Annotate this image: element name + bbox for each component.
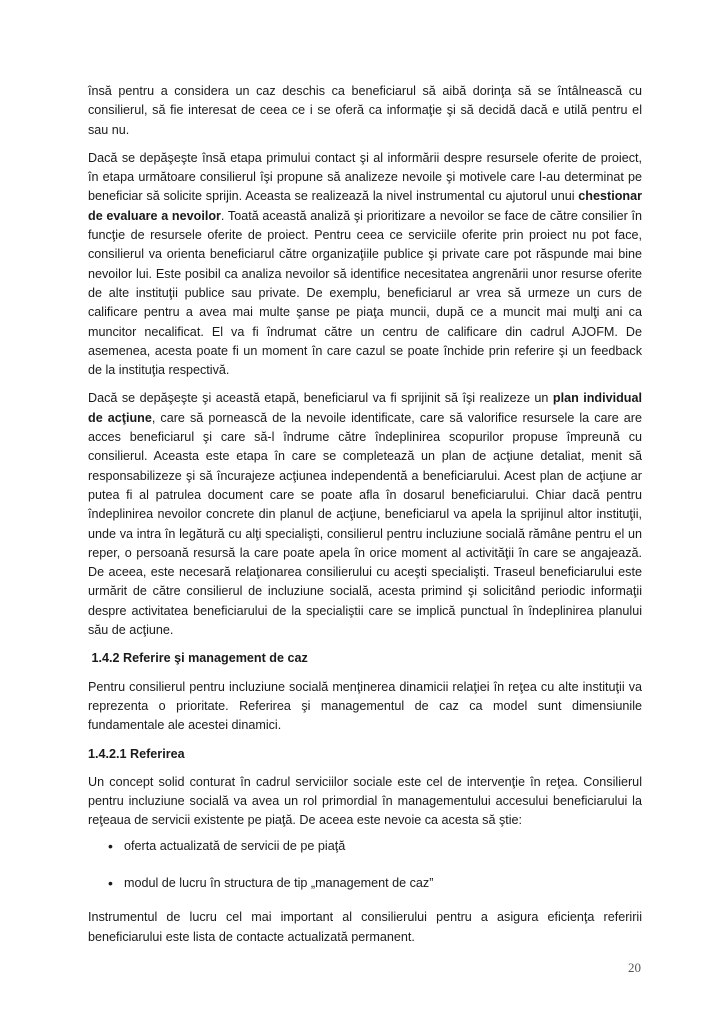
paragraph-intro: însă pentru a considera un caz deschis ca beneficiarul să aibă dorinţa să se întâlnească cu consilierul, să fie interesat de ceea ce i se oferă ca informaţie şi să decidă dacă e utilă pentru el sau nu. [88, 84, 642, 137]
paragraph-text: , care să pornească de la nevoile identificate, care să valorifice resursele la care are acces beneficiarul şi care să-l îndrume către îndeplinirea scopurilor propuse împreună cu consilierul. Aceasta este etapa în care se completează un plan de acţiune detaliat, menit să responsabilizeze şi să încurajeze acţiunea independentă a beneficiarului. Acest plan de acţiune ar putea fi al patrulea document care se poate afla în dosarul beneficiarului. Chiar dacă pentru îndeplinirea nevoilor concrete din planul de acţiune, beneficiarul va apela la sprijinul altor instituţii, unde va intra în legătură cu alţi specialişti, consilierul pentru incluziune socială rămâne pentru el un reper, o persoană resursă la care poate apela în orice moment al activităţii în care se angajează. De aceea, este necesară relaţionarea consilierului cu aceşti specialişti. Traseul beneficiarului este urmărit de către consilierul de incluziune socială, acesta primind şi solicitând periodic informaţii despre activitatea beneficiarului de la specialiştii care se implică punctual în îndeplinirea planului său de acţiune. [88, 410, 643, 638]
paragraph-contacts: Instrumentul de lucru cel mai important al consilierului pentru a asigura eficienţa referirii beneficiarului este lista de contacte actualizată permanent. [88, 910, 642, 944]
list-item: • modul de lucru în structura de tip „management de caz” [88, 874, 642, 893]
bullet-list [88, 837, 642, 894]
bold-term: plan individual de acţiune [88, 391, 642, 425]
bold-term: chestionar de evaluare a nevoilor [88, 189, 642, 223]
list-item: • oferta actualizată de servicii de pe piaţă [88, 837, 642, 856]
paragraph-network: Pentru consilierul pentru incluziune socială menţinerea dinamicii relaţiei în reţea cu alte instituţii va reprezenta o prioritate. Referirea şi managementul de caz ca model sunt dimensiunile fundamentale ale acestei dinamici. [88, 679, 642, 733]
document-page [88, 82, 642, 956]
subsection-heading: 1.4.2.1 Referirea [88, 746, 185, 761]
paragraph-action-plan [88, 389, 642, 640]
paragraph-concept: Un concept solid conturat în cadrul serviciilor sociale este cel de intervenţie în reţea. Consilierul pentru incluziune socială va avea un rol primordial în managementului accesului beneficiarului la reţeaua de servicii existente pe piaţă. De aceea este nevoie ca acesta să ştie: [88, 774, 642, 828]
paragraph-text: Dacă se depăşeşte şi această etapă, beneficiarul va fi sprijinit să îşi realizeze un [88, 391, 553, 406]
paragraph-needs-analysis [88, 149, 642, 381]
paragraph-text: Dacă se depăşeşte însă etapa primului contact şi al informării despre resursele oferite de proiect, în etapa următoare consilierul îşi propune să analizeze nevoile şi motivele care l-au determinat pe beneficiar să solicite sprijin. Aceasta se realizează la nivel instrumental cu ajutorul unui [88, 150, 642, 204]
paragraph-text: . Toată această analiză şi prioritizare a nevoilor se face de către consilier în funcţie de resursele oferite de proiect. Pentru ceea ce serviciile oferite prin proiect nu pot face, consilierul va orienta beneficiarul către organizaţiile publice şi private care pot răspunde mai bine nevoilor lui. Este posibil ca analiza nevoilor să identifice necesitatea angrenării unor resurse oferite de alte instituţii publice sau private. De exemplu, beneficiarul ar vrea să urmeze un curs de calificare pentru a avea mai multe şanse pe piaţa muncii, după ce a muncit mai mulţi ani ca muncitor necalificat. El va fi îndrumat către un centru de calificare din cadrul AJOFM. De asemenea, acesta poate fi un moment în care cazul se poate închide prin referire şi un feedback de la instituţia respectivă. [88, 208, 642, 378]
page-number: 20 [628, 960, 641, 975]
section-heading: 1.4.2 Referire şi management de caz [88, 651, 308, 666]
